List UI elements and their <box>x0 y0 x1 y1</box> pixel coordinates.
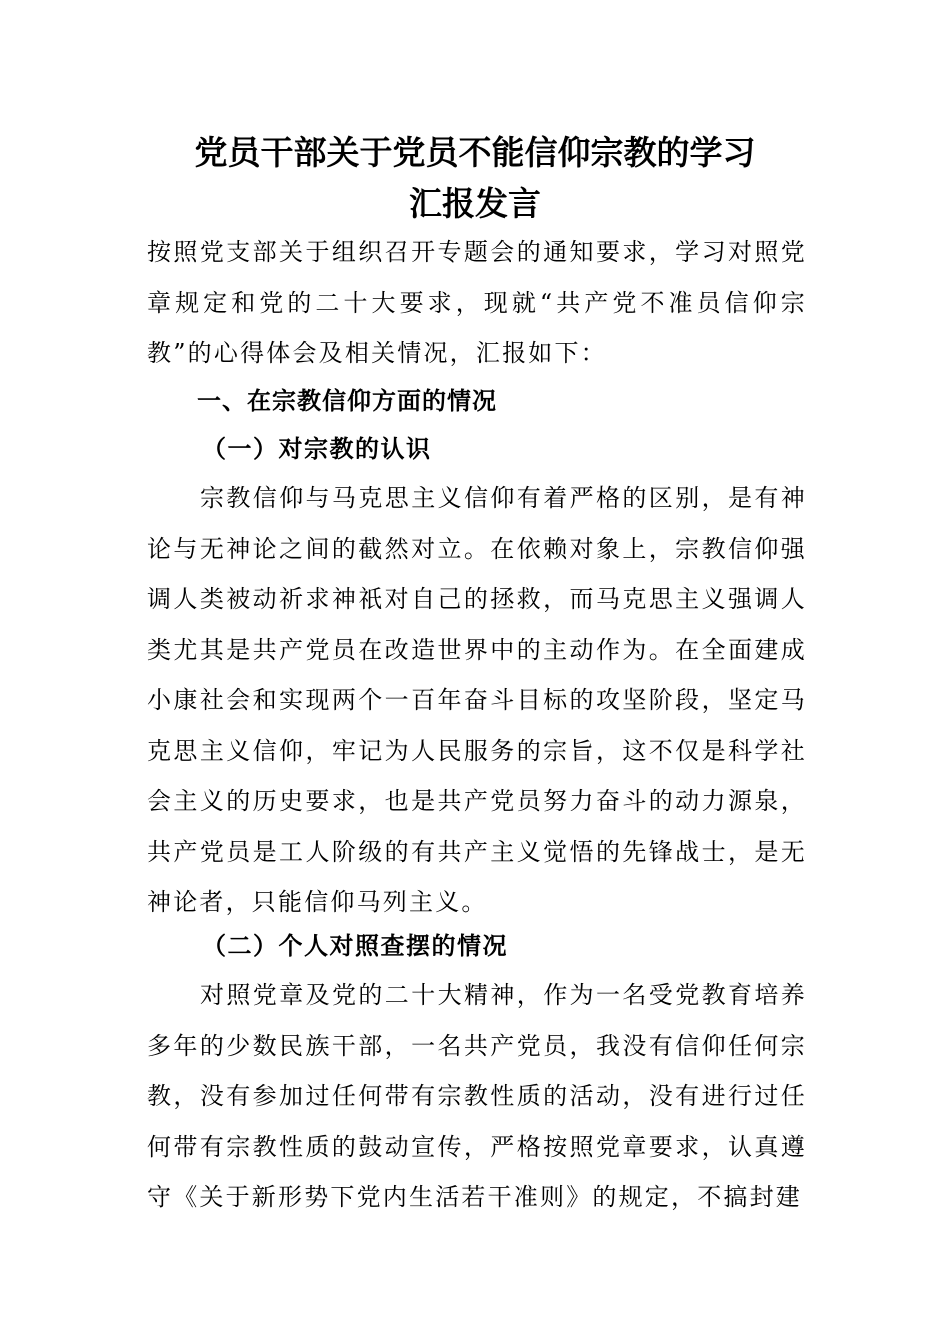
subsection-1-heading: （一）对宗教的认识 <box>202 434 432 463</box>
section-1-heading: 一、在宗教信仰方面的情况 <box>197 387 497 415</box>
document-title-line-2: 汇报发言 <box>409 184 541 223</box>
subsection-2-paragraph: 对照党章及党的二十大精神，作为一名受党教育培养多年的少数民族干部，一名共产党员，我没有信仰任何宗教，没有参加过任何带有宗教性质的活动，没有进行过任何带有宗教性质的鼓动宣传，严格按照党章要求，认真遵守《关于新形势下党内生活若干准则》的规定，不搞封建 <box>147 981 807 1211</box>
subsection-2-heading: （二）个人对照查摆的情况 <box>202 931 508 960</box>
subsection-1-paragraph: 宗教信仰与马克思主义信仰有着严格的区别，是有神论与无神论之间的截然对立。在依赖对象上，宗教信仰强调人类被动祈求神祇对自己的拯救，而马克思主义强调人类尤其是共产党员在改造世界中的主动作为。在全面建成小康社会和实现两个一百年奋斗目标的攻坚阶段，坚定马克思主义信仰，牢记为人民服务的宗旨，这不仅是科学社会主义的历史要求，也是共产党员努力奋斗的动力源泉，共产党员是工人阶级的有共产主义觉悟的先锋战士，是无神论者，只能信仰马列主义。 <box>147 484 807 916</box>
intro-paragraph: 按照党支部关于组织召开专题会的通知要求，学习对照党章规定和党的二十大要求，现就“共产党不准员信仰宗教”的心得体会及相关情况，汇报如下： <box>147 238 807 367</box>
document-title-line-1: 党员干部关于党员不能信仰宗教的学习 <box>194 133 756 172</box>
